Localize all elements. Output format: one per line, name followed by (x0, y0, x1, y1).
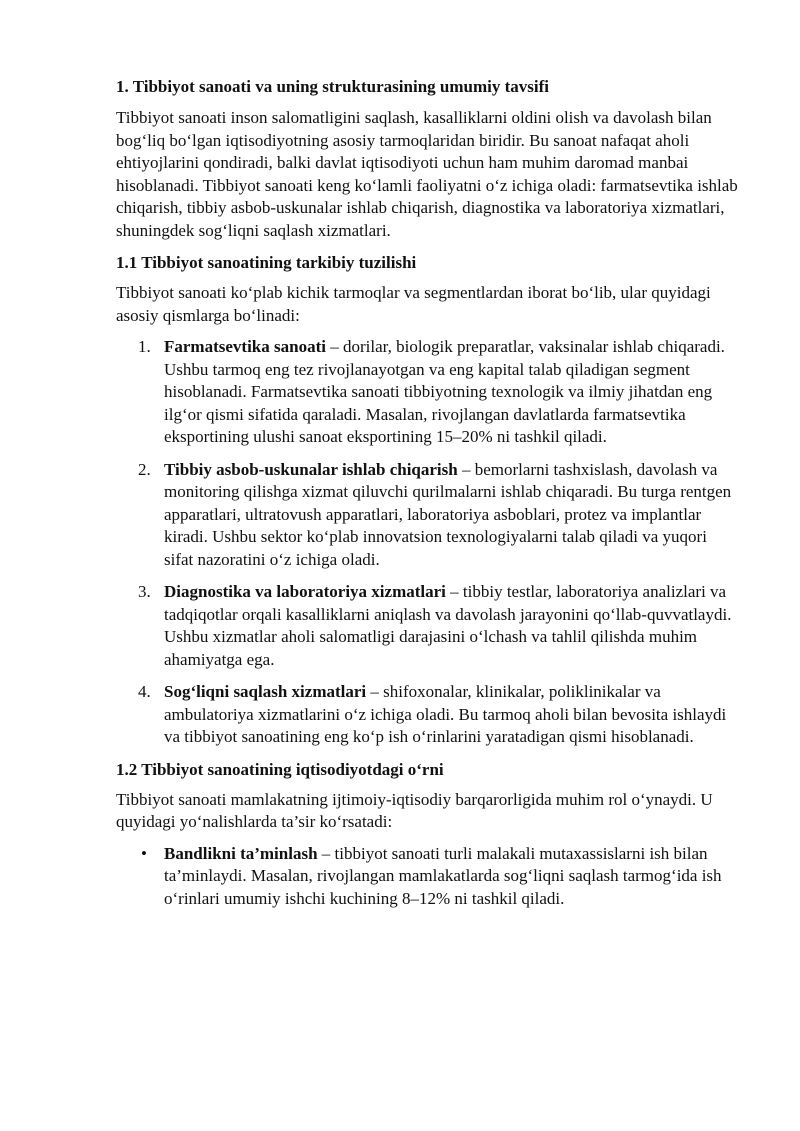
economy-paragraph: Tibbiyot sanoati mamlakatning ijtimoiy-iqtisodiy barqarorligida muhim rol o‘ynaydi. U quyidagi yo‘nalishlarda ta’sir ko‘rsatadi: (116, 789, 713, 831)
bullet-marker: • (141, 843, 147, 863)
numbered-list (116, 336, 738, 749)
structure-paragraph: Tibbiyot sanoati ko‘plab kichik tarmoqlar va segmentlardan iborat bo‘lib, ular quyidagi asosiy qismlarga bo‘linadi: (116, 283, 711, 325)
bullet-item-text: – tibbiyot sanoati turli malakali mutaxassislarni ish bilan ta’minlaydi. Masalan, rivojlangan mamlakatlarda sog‘liqni saqlash tarmog‘ida ish o‘rinlari umumiy ishchi kuchining 8–12% ni tashkil qiladi. (164, 843, 722, 908)
list-item-text: – bemorlarni tashxislash, davolash va monitoring qilishga xizmat qiluvchi qurilmalarni ishlab chiqaradi. Bu turga rentgen apparatlari, ultratovush apparatlari, laboratoriya asboblari, protez va implantlar kiradi. Ushbu sektor ko‘plab innovatsion texnologiyalarni talab qiladi va yuqori sifat nazoratini o‘z ichiga oladi. (164, 459, 732, 569)
list-item-text: – tibbiy testlar, laboratoriya analizlari va tadqiqotlar orqali kasalliklarni aniqlash va davolash jarayonini qo‘llab-quvvatlaydi. Ushbu xizmatlar aholi salomatligi darajasini o‘lchash va tahlil qilishda muhim ahamiyatga ega. (164, 582, 732, 669)
bullet-item-title: Bandlikni ta’minlash (164, 843, 318, 863)
subsection-heading-1-1: 1.1 Tibbiyot sanoatining tarkibiy tuzilishi (116, 253, 417, 272)
list-number: 4. (138, 682, 151, 701)
document-body (116, 76, 738, 920)
list-number: 2. (138, 459, 151, 479)
list-item (116, 336, 738, 449)
list-number: 1. (138, 337, 151, 356)
list-item-text: – dorilar, biologik preparatlar, vaksinalar ishlab chiqaradi. Ushbu tarmoq eng tez rivojlanayotgan va eng kapital talab qiladigan segment hisoblanadi. Farmatsevtika sanoati tibbiyotning texnologik va ilmiy jihatdan eng ilg‘or qismi sifatida qaraladi. Masalan, rivojlangan davlatlarda farmatsevtika eksportining ulushi sanoat eksportining 15–20% ni tashkil qiladi. (164, 337, 725, 446)
list-item-text: – shifoxonalar, klinikalar, poliklinikalar va ambulatoriya xizmatlarini o‘z ichiga oladi. Bu tarmoq aholi bilan bevosita ishlaydi va tibbiyot sanoatining eng ko‘p ish o‘rinlarini yaratadigan qismi hisoblanadi. (164, 682, 727, 746)
subsection-heading-1-2: 1.2 Tibbiyot sanoatining iqtisodiyotdagi o‘rni (116, 759, 444, 779)
list-number: 3. (138, 582, 151, 601)
intro-paragraph: Tibbiyot sanoati inson salomatligini saqlash, kasalliklarni oldini olish va davolash bilan bog‘liq bo‘lgan iqtisodiyotning asosiy tarmoqlaridan biridir. Bu sanoat nafaqat aholi ehtiyojlarini qondiradi, balki davlat iqtisodiyoti uchun ham muhim daromad manbai hisoblanadi. Tibbiyot sanoati keng ko‘lamli faoliyatni o‘z ichiga oladi: farmatsevtika ishlab chiqarish, tibbiy asbob-uskunalar ishlab chiqarish, diagnostika va laboratoriya xizmatlari, shuningdek sog‘liqni saqlash xizmatlari. (116, 108, 738, 240)
list-item (116, 459, 738, 572)
bullet-item (116, 843, 738, 911)
bullet-list (116, 843, 738, 911)
list-item-title: Sog‘liqni saqlash xizmatlari (164, 682, 367, 701)
list-item (116, 581, 738, 671)
list-item (116, 681, 738, 749)
list-item-title: Farmatsevtika sanoati (164, 337, 326, 356)
list-item-title: Diagnostika va laboratoriya xizmatlari (164, 582, 446, 601)
section-heading-1: 1. Tibbiyot sanoati va uning strukturasining umumiy tavsifi (116, 77, 549, 96)
list-item-title: Tibbiy asbob-uskunalar ishlab chiqarish (164, 459, 458, 479)
